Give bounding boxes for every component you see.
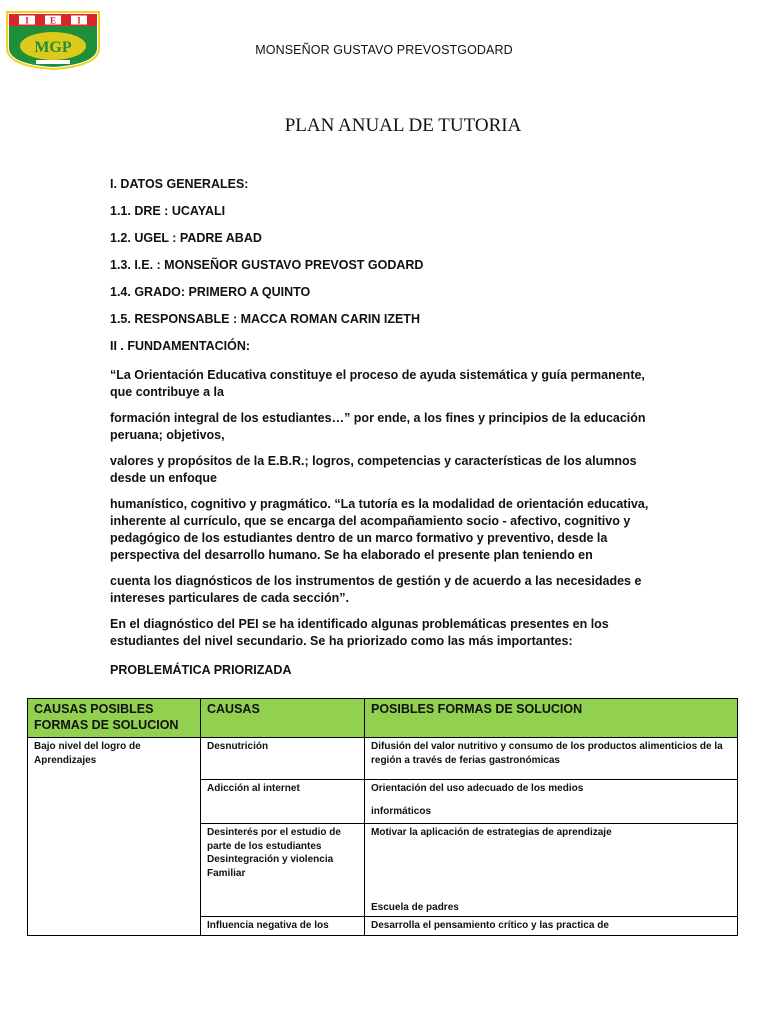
datos-item: 1.2. UGEL : PADRE ABAD (110, 231, 262, 245)
table-header-cell: POSIBLES FORMAS DE SOLUCION (365, 699, 738, 738)
datos-item: 1.5. RESPONSABLE : MACCA ROMAN CARIN IZETH (110, 312, 420, 326)
document-title: PLAN ANUAL DE TUTORIA (284, 115, 522, 136)
problematica-table (27, 698, 738, 936)
problem-cell: Bajo nivel del logro de Aprendizajes (28, 738, 201, 936)
solution-text-extra: Escuela de padres (371, 901, 459, 913)
logo-letter-1: I (25, 15, 29, 26)
paragraph: formación integral de los estudiantes…” por ende, a los fines y principios de la educación peruana; objetivos, (110, 411, 646, 442)
cause-cell: Influencia negativa de los (201, 917, 365, 936)
table-row (28, 738, 738, 780)
document-body (110, 176, 665, 679)
paragraph: humanístico, cognitivo y pragmático. “La tutoría es la modalidad de orientación educativa, inherente al currículo, que se encarga del acompañamiento socio - afectivo, cognitivo y pedagógico de los estudiantes dentro de un marco formativo y preventivo, desde la perspectiva del desarrollo humano. Se ha elaborado el presente plan teniendo en (110, 497, 649, 562)
paragraph: En el diagnóstico del PEI se ha identificado algunas problemáticas presentes en los estudiantes del nivel secundario. Se ha priorizado como las más importantes: (110, 617, 609, 648)
paragraph: valores y propósitos de la E.B.R.; logros, competencias y características de los alumnos desde un enfoque (110, 454, 637, 485)
logo-monogram: MGP (34, 39, 72, 56)
solution-cell (365, 780, 738, 824)
paragraph: “La Orientación Educativa constituye el proceso de ayuda sistemática y guía permanente, que contribuye a la (110, 368, 645, 399)
table-header-cell: CAUSAS POSIBLES FORMAS DE SOLUCION (28, 699, 201, 738)
solution-cell: Desarrolla el pensamiento crítico y las practica de (365, 917, 738, 936)
solution-text: Orientación del uso adecuado de los medios (371, 783, 584, 794)
datos-item: 1.4. GRADO: PRIMERO A QUINTO (110, 285, 311, 299)
datos-item: 1.1. DRE : UCAYALI (110, 204, 226, 218)
logo-letter-3: I (77, 15, 81, 26)
school-name-header: MONSEÑOR GUSTAVO PREVOSTGODARD (255, 43, 513, 57)
datos-generales-heading: I. DATOS GENERALES: (110, 177, 249, 191)
problematica-heading: PROBLEMÁTICA PRIORIZADA (110, 663, 292, 677)
table-header-row (28, 699, 738, 738)
solution-cell (365, 824, 738, 917)
solution-text: Motivar la aplicación de estrategias de aprendizaje (371, 827, 612, 838)
cause-cell: Desinterés por el estudio de parte de los estudiantes Desintegración y violencia Familiar (201, 824, 365, 917)
cause-cell: Adicción al internet (201, 780, 365, 824)
table-header-cell: CAUSAS (201, 699, 365, 738)
logo-letter-2: E (49, 15, 57, 26)
solution-cell: Difusión del valor nutritivo y consumo de los productos alimenticios de la región a través de ferias gastronómicas (365, 738, 738, 780)
cause-cell: Desnutrición (201, 738, 365, 780)
solution-text-extra: informáticos (371, 805, 432, 817)
datos-item: 1.3. I.E. : MONSEÑOR GUSTAVO PREVOST GODARD (110, 258, 424, 272)
paragraph: cuenta los diagnósticos de los instrumentos de gestión y de acuerdo a las necesidades e intereses particulares de cada sección”. (110, 574, 642, 605)
fundamentacion-heading: II . FUNDAMENTACIÓN: (110, 339, 251, 353)
school-logo (6, 10, 100, 70)
